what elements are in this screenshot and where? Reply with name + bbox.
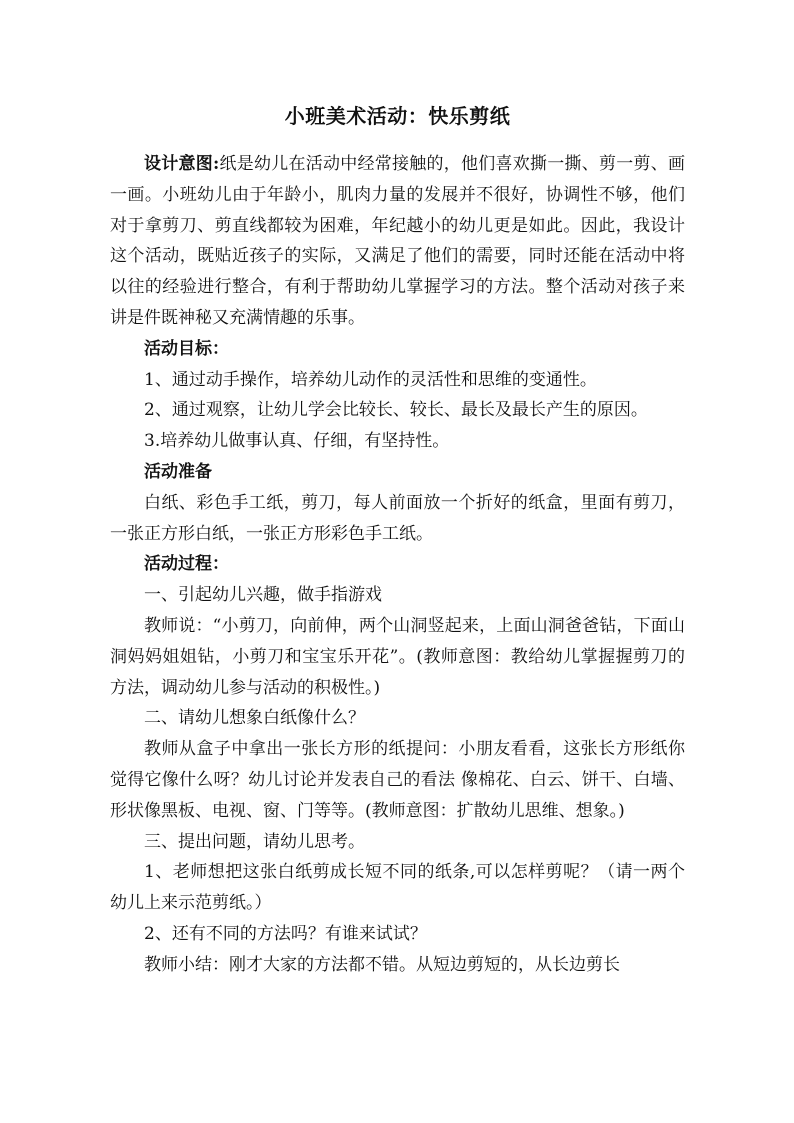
design-intent-text: 纸是幼儿在活动中经常接触的，他们喜欢撕一撕、剪一剪、画一画。小班幼儿由于年龄小，肌肉力量的发展并不很好，协调性不够，他们对于拿剪刀、剪直线都较为困难，年纪越小的幼儿更是如此。因此，我设计这个活动，既贴近孩子的实际，又满足了他们的需要，同时还能在活动中将以往的经验进行整合，有利于帮助幼儿掌握学习的方法。整个活动对孩子来讲是件既神秘又充满情趣的乐事。 <box>110 154 686 328</box>
goal-item: 1、通过动手操作，培养幼儿动作的灵活性和思维的变通性。 <box>144 369 597 390</box>
process-paragraph: 教师从盒子中拿出一张长方形的纸提问：小朋友看看，这张长方形纸你觉得它像什么呀？幼儿讨论并发表自己的看法 像棉花、白云、饼干、白墙、形状像黑板、电视、窗、门等等。(教师意图：扩散幼儿思维、想象。) <box>110 739 685 821</box>
process-paragraph: 三、提出问题，请幼儿思考。 <box>144 831 365 852</box>
goal-item: 3.培养幼儿做事认真、仔细，有坚持性。 <box>144 431 450 452</box>
process-paragraph: 教师小结：刚才大家的方法都不错。从短边剪短的，从长边剪长 <box>144 954 620 975</box>
process-paragraph: 1、老师想把这张白纸剪成长短不同的纸条,可以怎样剪呢？（请一两个幼儿上来示范剪纸。） <box>110 862 685 914</box>
document-title: 小班美术活动：快乐剪纸 <box>284 104 511 128</box>
design-intent-paragraph <box>110 149 685 334</box>
preparation-text: 白纸、彩色手工纸，剪刀，每人前面放一个折好的纸盒，里面有剪刀，一张正方形白纸，一张正方形彩色手工纸。 <box>110 492 685 544</box>
process-heading: 活动过程： <box>144 554 229 575</box>
goals-heading: 活动目标： <box>144 338 229 359</box>
process-paragraph: 2、还有不同的方法吗？有谁来试试？ <box>144 923 427 944</box>
design-intent-label: 设计意图: <box>144 154 220 174</box>
preparation-heading: 活动准备 <box>144 461 212 482</box>
process-paragraph: 二、请幼儿想象白纸像什么？ <box>144 708 365 729</box>
process-paragraph: 教师说：“小剪刀，向前伸，两个山洞竖起来，上面山洞爸爸钻，下面山洞妈妈姐姐钻，小剪刀和宝宝乐开花”。(教师意图：教给幼儿掌握握剪刀的方法，调动幼儿参与活动的积极性。) <box>110 615 685 698</box>
goal-item: 2、通过观察，让幼儿学会比较长、较长、最长及最长产生的原因。 <box>144 400 648 421</box>
document-page <box>110 96 685 981</box>
process-paragraph: 一、引起幼儿兴趣，做手指游戏 <box>144 585 382 606</box>
